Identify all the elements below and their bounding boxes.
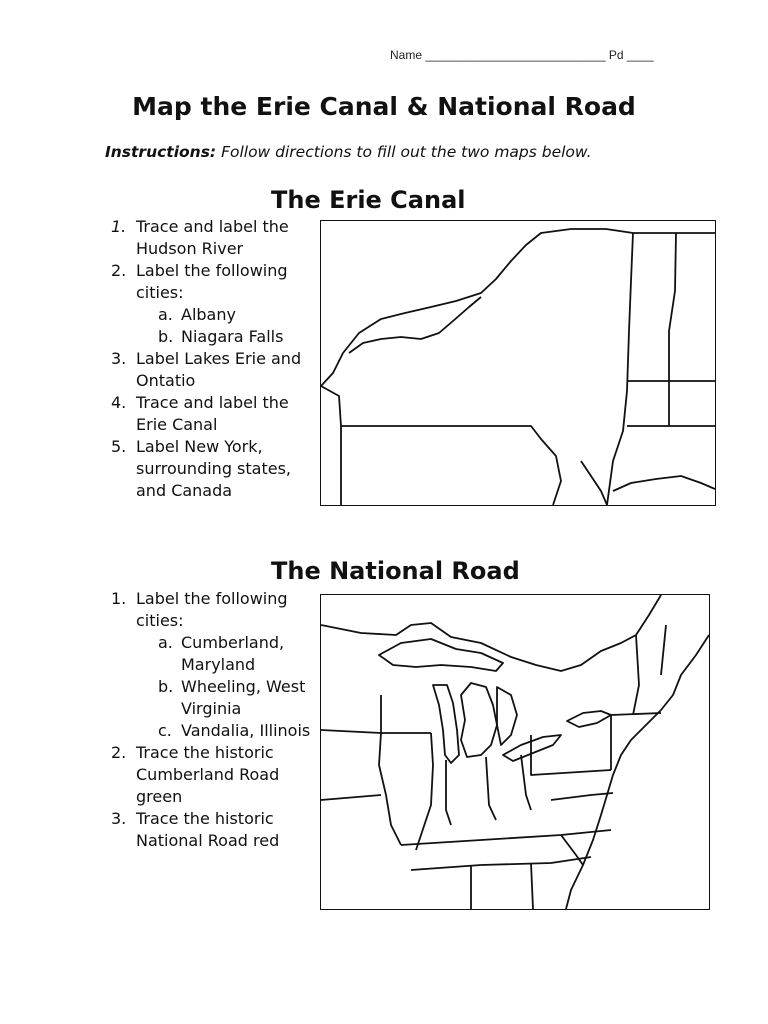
sub-letter: b. (158, 327, 174, 346)
state-line-7 (531, 735, 611, 775)
instructions-text: Follow directions to fill out the two maps below. (216, 143, 592, 161)
step-number: 2. (111, 743, 127, 762)
state-line-3 (416, 733, 433, 850)
state-line-5 (486, 757, 496, 820)
erie-sub-niagara (136, 326, 311, 348)
erie-step-2 (111, 260, 311, 348)
national-sub-cumberland (136, 632, 311, 676)
long-island (613, 476, 715, 491)
sub-letter: a. (158, 305, 173, 324)
national-road-heading: The National Road (271, 557, 520, 585)
worksheet-title: Map the Erie Canal & National Road (132, 92, 636, 121)
vermont-ny-line (607, 233, 633, 505)
instructions-label: Instructions: (105, 143, 217, 161)
state-line-2 (379, 695, 401, 845)
new-york-north-border (321, 229, 715, 386)
state-line-8 (401, 830, 611, 845)
name-period-line: Name ___________________________ Pd ____ (390, 48, 654, 62)
sub-text: Wheeling, West Virginia (181, 677, 306, 718)
state-line-15 (633, 635, 639, 715)
sub-letter: b. (158, 677, 174, 696)
step-number: 1. (111, 589, 127, 608)
national-step-3 (111, 808, 311, 852)
step-text: Trace and label the Erie Canal (136, 393, 289, 434)
step-number: 1. (111, 217, 127, 236)
national-road-steps (111, 588, 311, 852)
national-sub-vandalia (136, 720, 311, 742)
erie-step-1 (111, 216, 311, 260)
state-line-17 (611, 713, 661, 715)
step-text: Label Lakes Erie and Ontatio (136, 349, 302, 390)
new-jersey-line (581, 461, 607, 505)
step-text: Trace the historic Cumberland Road green (136, 743, 280, 806)
national-step-2 (111, 742, 311, 808)
state-line-18 (321, 795, 381, 800)
new-hampshire-line (669, 233, 676, 381)
sub-text: Vandalia, Illinois (181, 721, 311, 740)
lake-michigan (433, 685, 459, 763)
eastern-us-outline-map (320, 594, 710, 910)
erie-canal-steps (111, 216, 311, 502)
step-number: 2. (111, 261, 127, 280)
sub-text: Cumberland, Maryland (181, 633, 285, 674)
lake-erie (503, 735, 561, 761)
erie-step-3 (111, 348, 311, 392)
canada-border (321, 595, 661, 671)
step-text: Label the following cities: (136, 261, 288, 302)
national-step-1 (111, 588, 311, 742)
step-number: 3. (111, 809, 127, 828)
erie-sub-albany (136, 304, 311, 326)
step-text: Label New York, surrounding states, and Canada (136, 437, 292, 500)
national-sub-wheeling (136, 676, 311, 720)
state-line-11 (531, 863, 533, 909)
sub-text: Niagara Falls (181, 327, 284, 346)
erie-step-4 (111, 392, 311, 436)
step-number: 3. (111, 349, 127, 368)
erie-canal-heading: The Erie Canal (271, 186, 466, 214)
state-line-4 (446, 760, 451, 825)
sub-letter: a. (158, 633, 173, 652)
new-york-south-border (321, 386, 561, 505)
step-text: Label the following cities: (136, 589, 288, 630)
erie-step-5 (111, 436, 311, 502)
new-york-map-drawing (321, 221, 715, 505)
sub-letter: c. (158, 721, 172, 740)
step-text: Trace the historic National Road red (136, 809, 280, 850)
lake-ontario-shore (349, 297, 481, 353)
sub-text: Albany (181, 305, 236, 324)
state-line-9 (411, 857, 591, 870)
step-text: Trace and label the Hudson River (136, 217, 289, 258)
step-number: 5. (111, 437, 127, 456)
new-york-outline-map (320, 220, 716, 506)
michigan-lower-peninsula (461, 683, 497, 757)
state-line-13 (551, 793, 613, 800)
lake-huron (497, 687, 517, 745)
state-line-6 (521, 755, 531, 810)
instructions-line (105, 143, 592, 161)
state-line-16 (661, 625, 666, 675)
state-line-1 (321, 730, 431, 733)
erie-step-2-subitems (136, 304, 311, 348)
step-number: 4. (111, 393, 127, 412)
national-step-1-subitems (136, 632, 311, 742)
lake-ontario (567, 711, 611, 727)
eastern-us-map-drawing (321, 595, 709, 909)
